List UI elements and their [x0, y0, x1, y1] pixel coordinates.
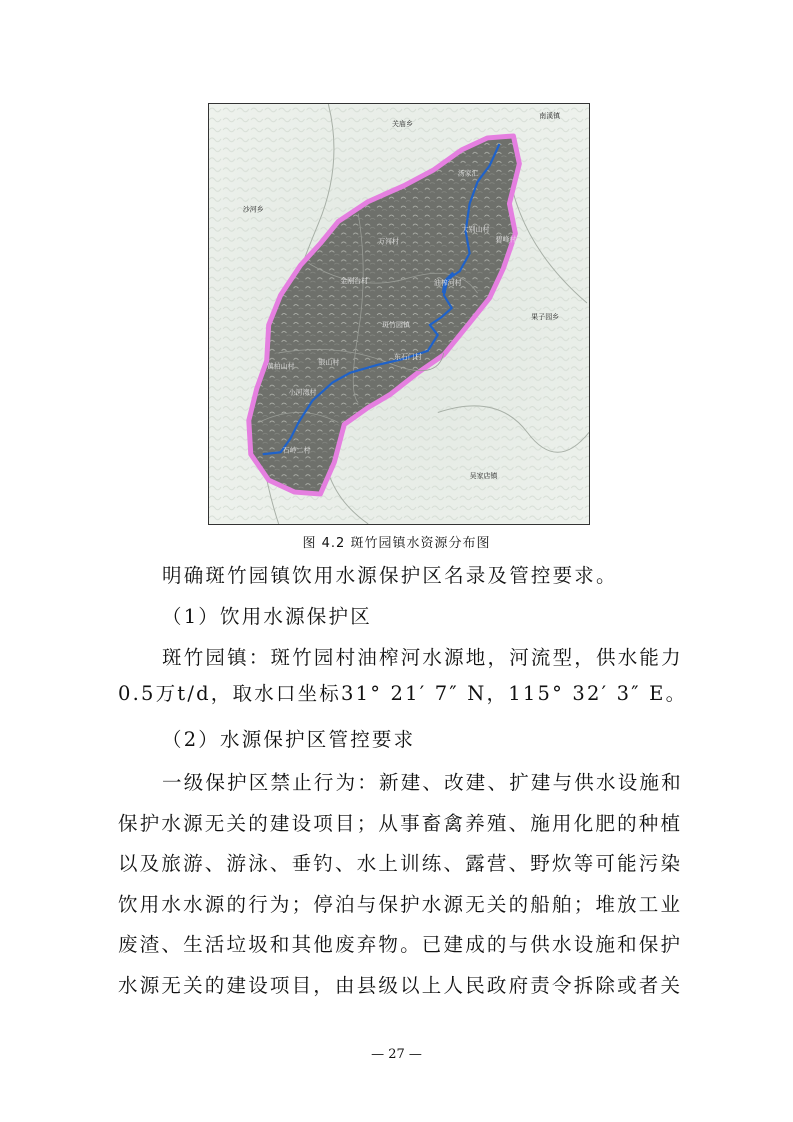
label-village-9: 油榨河村	[433, 279, 462, 288]
label-village-7: 东石门村	[394, 352, 422, 361]
text-line: 水源无关的建设项目，由县级以上人民政府责令拆除或者关	[118, 973, 683, 997]
water-resource-map	[208, 103, 590, 525]
label-nanxi: 南溪镇	[539, 112, 561, 121]
text-line: 斑竹园镇：斑竹园村油榨河水源地，河流型，供水能力	[162, 646, 683, 669]
map-svg	[209, 104, 589, 524]
label-wujiadian: 吴家店镇	[469, 472, 498, 481]
text-line: 废渣、生活垃圾和其他废弃物。已建成的与供水设施和保护	[118, 933, 683, 956]
label-village-11: 碧峰村	[495, 235, 517, 244]
text-line: 一级保护区禁止行为：新建、改建、扩建与供水设施和	[162, 771, 683, 794]
paragraph-prohibitions	[118, 763, 693, 1006]
label-village-12: 黄柏山村	[266, 362, 295, 371]
label-village-4: 金刚台村	[340, 277, 369, 286]
text-line: 保护水源无关的建设项目；从事畜禽养殖、施用化肥的种植	[118, 811, 683, 835]
text-line: 0.5万t/d，取水口坐标31° 21′ 7″ N，115° 32′ 3″ E。	[118, 682, 688, 705]
label-guoziyuan: 果子园乡	[531, 312, 560, 321]
section-heading-control-requirements: （2）水源保护区管控要求	[162, 728, 416, 751]
figure-caption: 图 4.2 斑竹园镇水资源分布图	[302, 536, 491, 551]
label-shahe: 沙河乡	[242, 205, 264, 214]
paragraph-intro: 明确斑竹园镇饮用水源保护区名录及管控要求。	[162, 564, 618, 587]
label-guanmiao: 关庙乡	[392, 119, 413, 128]
page-number: — 27 —	[371, 1047, 422, 1062]
text-line: 以及旅游、游泳、垂钓、水上训练、露营、野炊等可能污染	[118, 852, 683, 875]
section-heading-protection-zone: （1）饮用水源保护区	[162, 605, 372, 628]
label-village-2: 万河村	[378, 237, 399, 246]
label-village-10: 石岭二村	[282, 446, 311, 455]
label-village-1: 汤家汇	[457, 169, 479, 178]
label-village-3: 大别山村	[461, 225, 490, 234]
text-line: 饮用水水源的行为；停泊与保护水源无关的船舶；堆放工业	[118, 892, 683, 916]
label-village-6: 银山村	[318, 358, 340, 367]
paragraph-water-source	[118, 640, 693, 712]
label-village-8: 小河湾村	[288, 388, 317, 397]
label-village-5: 斑竹园镇	[382, 320, 410, 329]
